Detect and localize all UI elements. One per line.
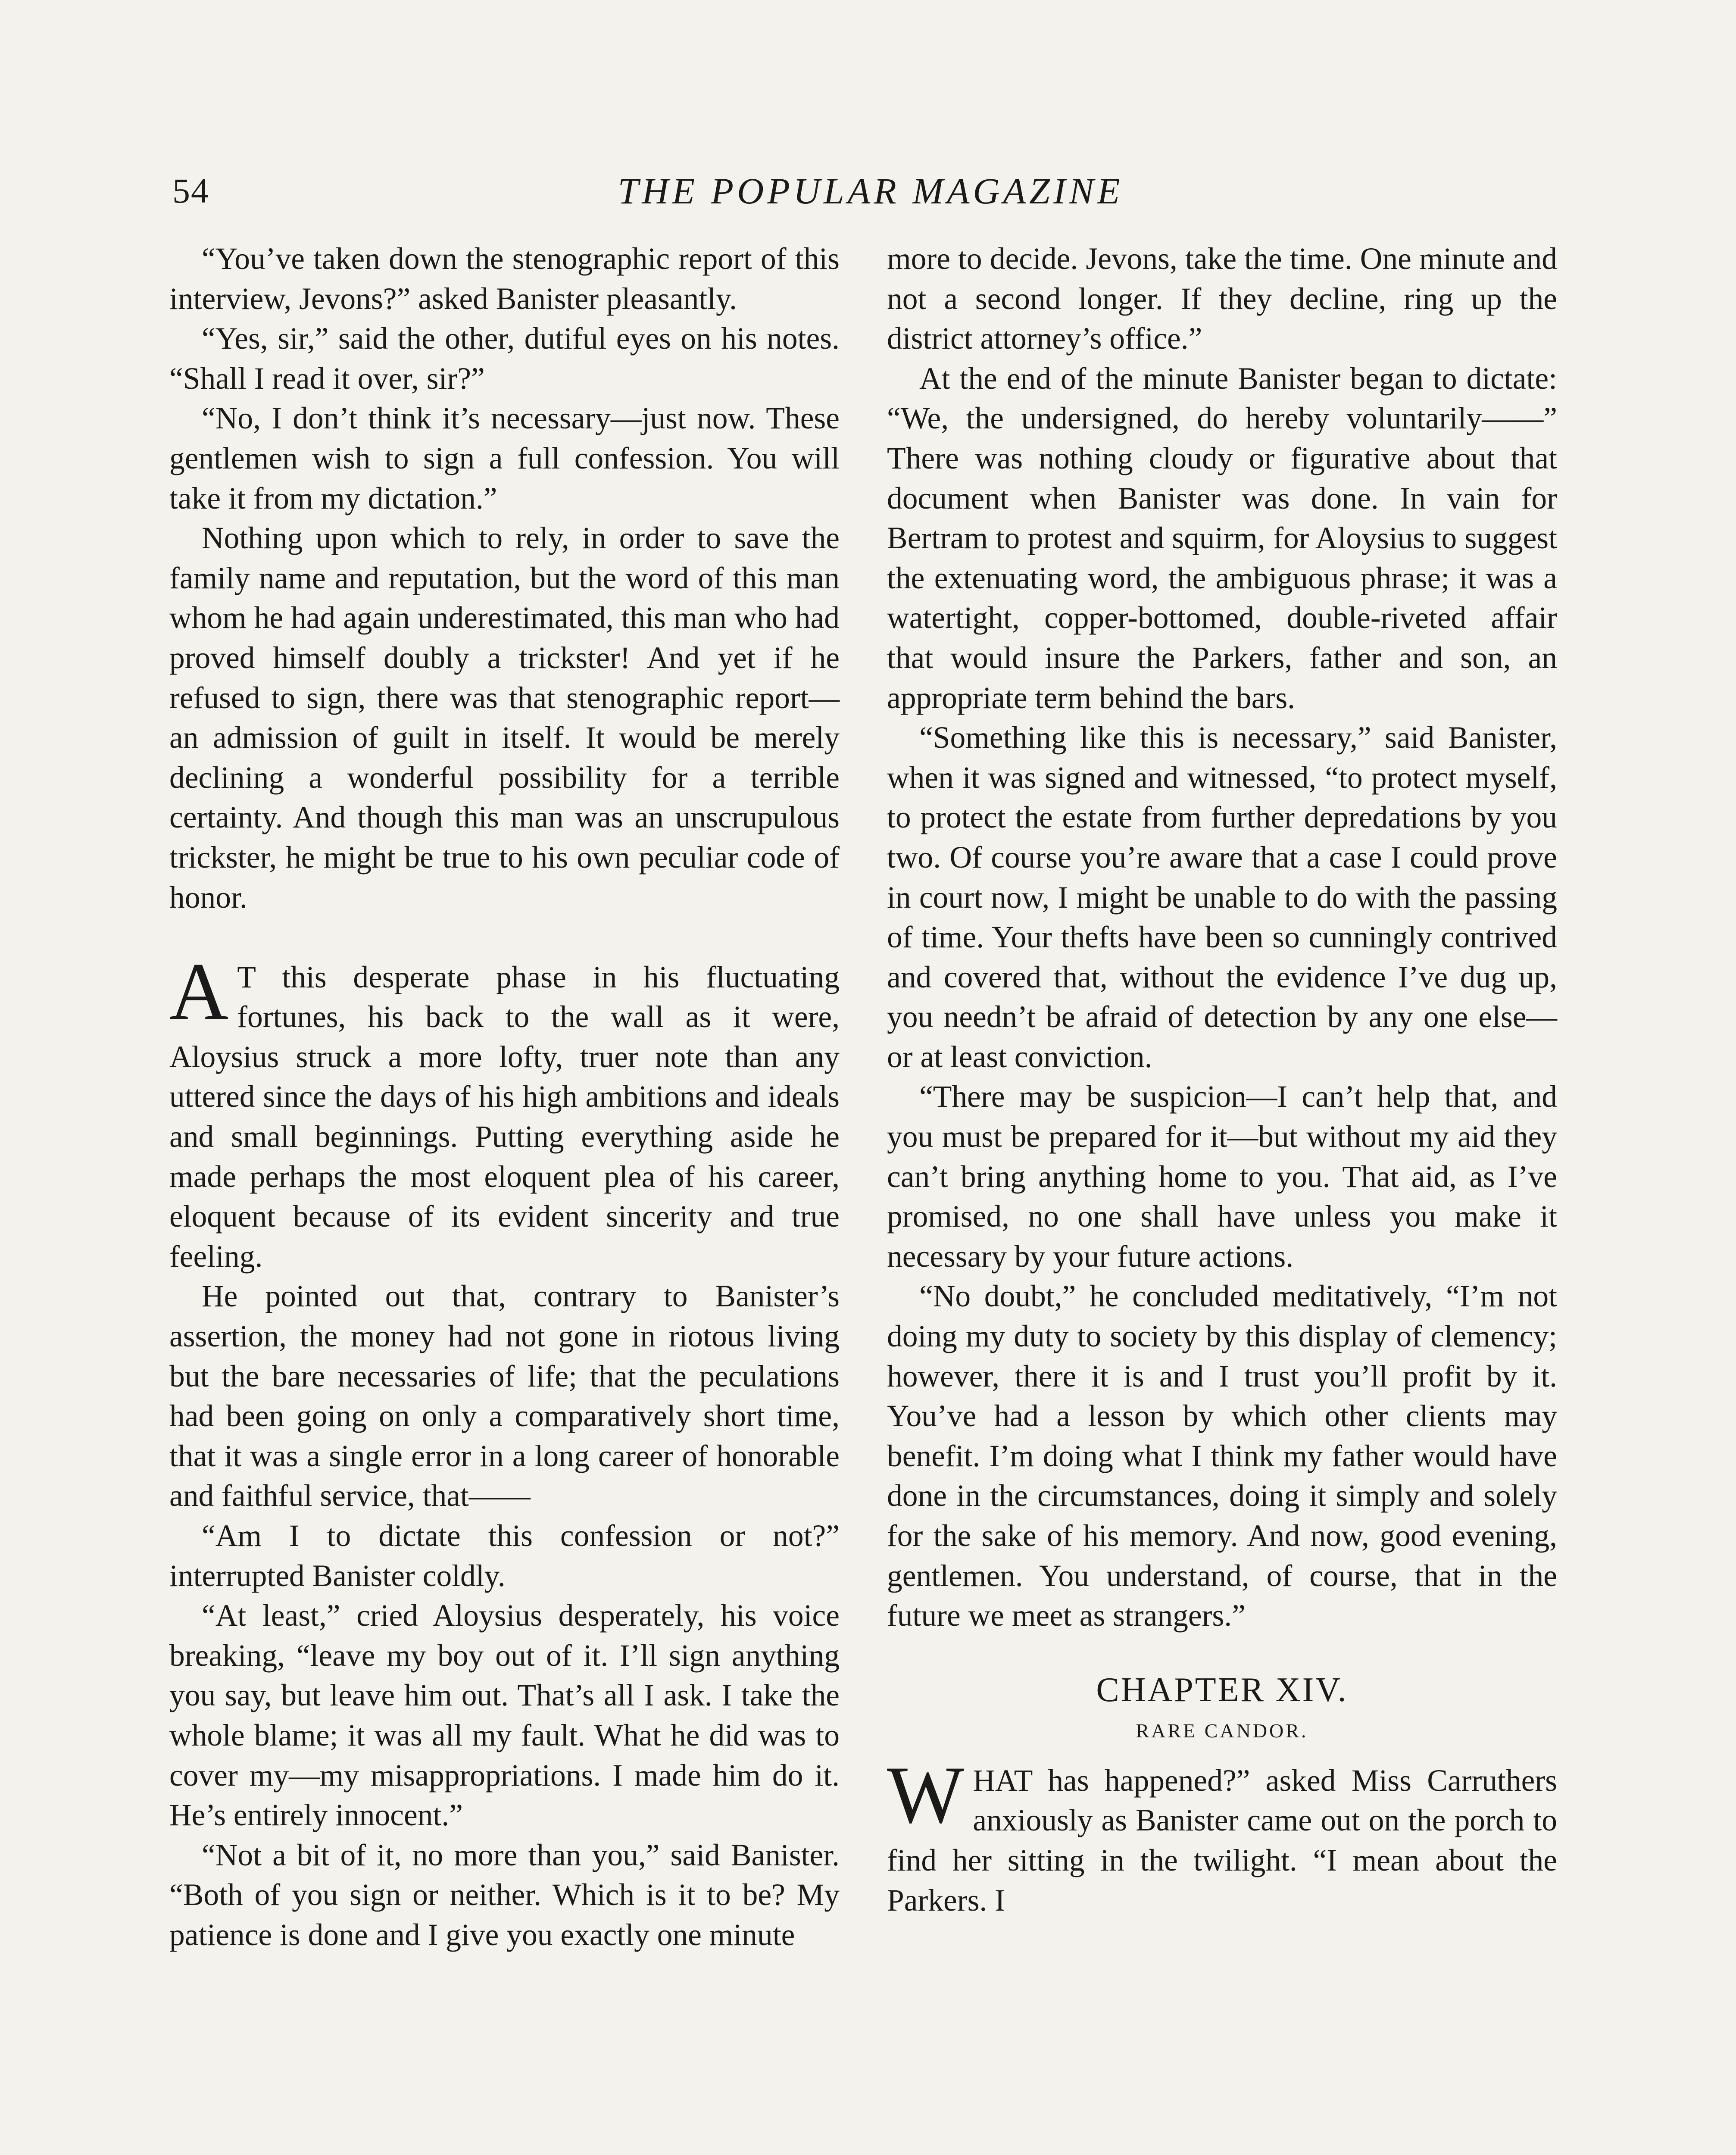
paragraph: “You’ve taken down the stenographic report of this interview, Jevons?” asked Banister pleasantly. — [169, 242, 840, 316]
drop-cap: A — [169, 946, 229, 1037]
paragraph: Nothing upon which to rely, in order to save the family name and reputation, but the word of this man whom he had again underestimated, this man who had proved himself doubly a trickster! And yet if he refused to sign, there was that stenographic report—an admission of guilt in itself. It would be merely declining a wonderful possibility for a terrible certainty. And though this man was an unscrupulous trickster, he might be true to his own peculiar code of honor. — [169, 521, 840, 915]
paragraph: “No doubt,” he concluded meditatively, “I’m not doing my duty to society by this display of clemency; however, there it is and I trust you’ll profit by it. You’ve had a lesson by which other clients may benefit. I’m doing what I think my father would have done in the circumstances, doing it simply and solely for the sake of his memory. And now, good evening, gentlemen. You understand, of course, that in the future we meet as strangers.” — [887, 1279, 1557, 1633]
paragraph: “There may be suspicion—I can’t help that, and you must be prepared for it—but without my aid they can’t bring anything home to you. That aid, as I’ve promised, no one shall have unless you make it necessary by your future actions. — [887, 1080, 1557, 1274]
drop-cap-paragraph — [887, 1749, 1557, 1921]
paragraph: “Not a bit of it, no more than you,” said Banister. “Both of you sign or neither. Which is it to be? My patience is done and I give you exactly one minute — [169, 1838, 840, 1952]
drop-cap-paragraph-text: HAT has happened?” asked Miss Carruthers anxiously as Banister came out on the porch to find her sitting in the twilight. “I mean about the Parkers. I — [887, 1763, 1557, 1918]
running-title: THE POPULAR MAGAZINE — [618, 170, 1124, 212]
paragraph: “At least,” cried Aloysius desperately, his voice breaking, “leave my boy out of it. I’ll sign anything you say, but leave him out. That’s all I ask. I take the whole blame; it was all my fault. What he did was to cover my—my misappropriations. I made him do it. He’s entirely innocent.” — [169, 1599, 840, 1833]
drop-cap-paragraph — [169, 946, 840, 1277]
paragraph: “No, I don’t think it’s necessary—just now. These gentlemen wish to sign a full confession. You will take it from my dictation.” — [169, 401, 840, 515]
left-column — [169, 239, 840, 1955]
page-header — [172, 167, 1569, 215]
paragraph: At the end of the minute Banister began to dictate: “We, the undersigned, do hereby voluntarily——” There was nothing cloudy or figurative about that document when Banister was done. In vain for Bertram to protest and squirm, for Aloysius to suggest the extenuating word, the ambiguous phrase; it was a watertight, copper-bottomed, double-riveted affair that would insure the Parkers, father and son, an appropriate term behind the bars. — [887, 361, 1557, 715]
continued-paragraph: more to decide. Jevons, take the time. One minute and not a second longer. If they decline, ring up the district attorney’s office.” — [887, 242, 1557, 356]
paragraph: “Am I to dictate this confession or not?” interrupted Banister coldly. — [169, 1519, 840, 1593]
page-number: 54 — [172, 171, 209, 210]
paragraph: “Something like this is necessary,” said Banister, when it was signed and witnessed, “to protect myself, to protect the estate from further depredations by you two. Of course you’re aware that a case I could prove in court now, I might be unable to do with the passing of time. Your thefts have been so cunningly contrived and covered that, without the evidence I’ve dug up, you needn’t be afraid of detection by any one else—or at least conviction. — [887, 721, 1557, 1074]
drop-cap-paragraph-text: T this desperate phase in his fluctuating fortunes, his back to the wall as it were, Aloysius struck a more lofty, truer note than any uttered since the days of his high ambitions and ideals and small beginnings. Putting everything aside he made perhaps the most eloquent plea of his career, eloquent because of its evident sincerity and true feeling. — [169, 960, 840, 1274]
chapter-heading: CHAPTER XIV. — [1096, 1671, 1348, 1709]
paragraph: He pointed out that, contrary to Banister’s assertion, the money had not gone in riotous living but the bare necessaries of life; that the peculations had been going on only a comparatively short time, that it was a single error in a long career of honorable and faithful service, that—— — [169, 1279, 840, 1513]
chapter-subtitle: RARE CANDOR. — [1136, 1719, 1308, 1742]
right-column — [887, 239, 1557, 1921]
drop-cap: W — [887, 1749, 965, 1840]
paragraph: “Yes, sir,” said the other, dutiful eyes on his notes. “Shall I read it over, sir?” — [169, 322, 840, 396]
